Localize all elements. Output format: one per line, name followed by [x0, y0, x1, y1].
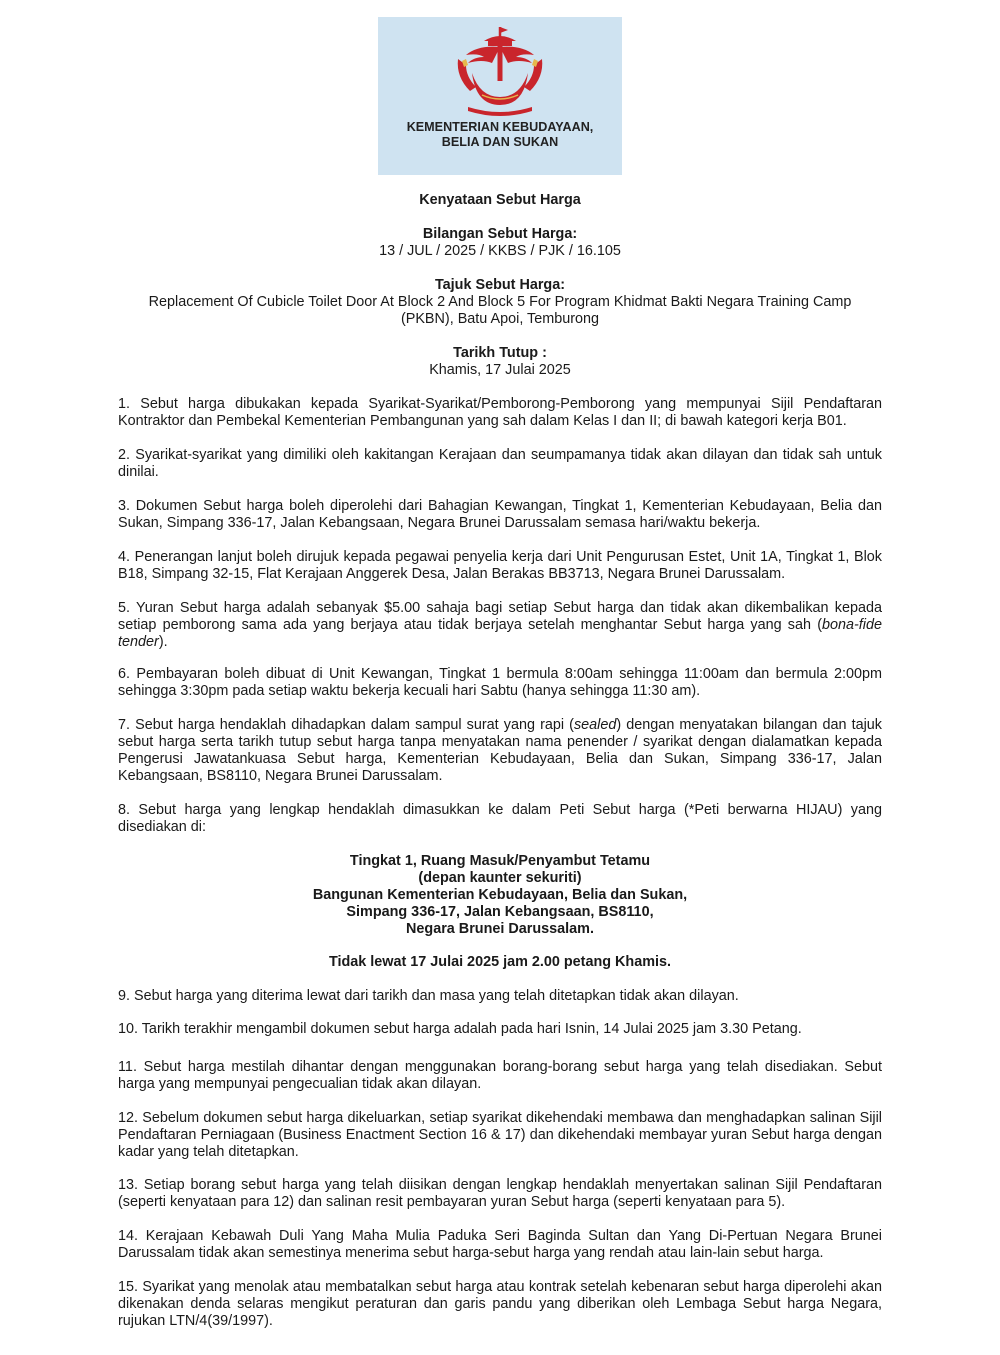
tajuk-value-line2: (PKBN), Batu Apoi, Temburong [400, 311, 600, 327]
paragraph-11: 11. Sebut harga mestilah dihantar dengan menggunakan borang-borang sebut harga yang telah disediakan. Sebut harga yang mempunyai pengecualian tidak akan dilayan. [118, 1059, 882, 1092]
tajuk-block [100, 277, 900, 328]
paragraph-10: 10. Tarikh terakhir mengambil dokumen sebut harga adalah pada hari Isnin, 14 Julai 2025 jam 3.30 Petang. [118, 1021, 802, 1037]
brunei-crest-icon [448, 25, 552, 117]
paragraph-8: 8. Sebut harga yang lengkap hendaklah dimasukkan ke dalam Peti Sebut harga (*Peti berwarna HIJAU) yang disediakan di: [118, 802, 882, 835]
paragraph-7-text-b: ) dengan menyatakan bilangan dan tajuk sebut harga serta tarikh tutup sebut harga tanpa menyatakan nama penender / syarikat dengan dialamatkan kepada Pengerusi Jawatankuasa Sebut harga, Kementerian Kebudayaan, Belia dan Sukan, Simpang 336-17, Jalan Kebangsaan, BS8110, Negara Brunei Darussalam. [118, 717, 882, 784]
paragraph-12: 12. Sebelum dokumen sebut harga dikeluarkan, setiap syarikat dikehendaki membawa dan menghadapkan salinan Sijil Pendaftaran Perniagaan (Business Enactment Section 16 & 17) dan dikehendaki membayar yuran Sebut harga dengan kadar yang telah ditetapkan. [118, 1110, 882, 1160]
paragraph-9: 9. Sebut harga yang diterima lewat dari tarikh dan masa yang telah ditetapkan tidak akan dilayan. [118, 988, 739, 1004]
notice-title-block [100, 192, 900, 209]
address-line5: Negara Brunei Darussalam. [406, 921, 594, 937]
paragraph-7 [118, 717, 882, 785]
tarikh-tutup-value: Khamis, 17 Julai 2025 [429, 362, 571, 378]
address-line3: Bangunan Kementerian Kebudayaan, Belia dan Sukan, [312, 887, 688, 903]
paragraph-7-italic: sealed [573, 717, 617, 733]
ministry-name-line2: BELIA DAN SUKAN [441, 135, 559, 149]
tajuk-value-line1: Replacement Of Cubicle Toilet Door At Block 2 And Block 5 For Program Khidmat Bakti Negara Training Camp [148, 294, 852, 310]
paragraph-1: 1. Sebut harga dibukakan kepada Syarikat-Syarikat/Pemborong-Pemborong yang mempunyai Sijil Pendaftaran Kontraktor dan Pembekal Kementerian Pembangunan yang sah dalam Kelas I dan II; di bawah kategori kerja B01. [118, 396, 882, 429]
paragraph-5-text-a: 5. Yuran Sebut harga adalah sebanyak $5.00 sahaja bagi setiap Sebut harga dan tidak akan dikembalikan kepada setiap pemborong sama ada yang berjaya atau tidak berjaya setelah menghantar Sebut harga yang sah ( [118, 600, 882, 633]
paragraph-7-text-a: 7. Sebut harga hendaklah dihadapkan dalam sampul surat yang rapi ( [118, 717, 574, 733]
bilangan-block [100, 226, 900, 260]
paragraph-13: 13. Setiap borang sebut harga yang telah diisikan dengan lengkap hendaklah menyertakan salinan Sijil Pendaftaran (seperti kenyataan para 12) dan salinan resit pembayaran yuran Sebut harga (seperti kenyataan para 5). [118, 1177, 882, 1210]
address-line2: (depan kaunter sekuriti) [418, 870, 582, 886]
paragraph-3: 3. Dokumen Sebut harga boleh diperolehi dari Bahagian Kewangan, Tingkat 1, Kementerian Kebudayaan, Belia dan Sukan, Simpang 336-17, Jalan Kebangsaan, Negara Brunei Darussalam semasa hari/waktu bekerja. [118, 498, 882, 531]
paragraph-15: 15. Syarikat yang menolak atau membatalkan sebut harga atau kontrak setelah kebenaran sebut harga diperolehi akan dikenakan denda selaras mengikut peraturan dan garis pandu yang diberikan oleh Lembaga Sebut harga Negara, rujukan LTN/4(39/1997). [118, 1279, 882, 1329]
address-line4: Simpang 336-17, Jalan Kebangsaan, BS8110, [346, 904, 654, 920]
address-line1: Tingkat 1, Ruang Masuk/Penyambut Tetamu [349, 853, 651, 869]
paragraph-5-italic: bona-fide tender [118, 617, 882, 650]
paragraph-2: 2. Syarikat-syarikat yang dimiliki oleh kakitangan Kerajaan dan seumpamanya tidak akan dilayan dan tidak sah untuk dinilai. [118, 447, 882, 480]
paragraph-4: 4. Penerangan lanjut boleh dirujuk kepada pegawai penyelia kerja dari Unit Pengurusan Estet, Unit 1A, Tingkat 1, Blok B18, Simpang 32-15, Flat Kerajaan Anggerek Desa, Jalan Berakas BB3713, Negara Brunei Darussalam. [118, 549, 882, 582]
ministry-logo [378, 17, 622, 175]
paragraph-5 [118, 600, 882, 651]
paragraph-5-text-b: ). [158, 634, 168, 650]
paragraph-6: 6. Pembayaran boleh dibuat di Unit Kewangan, Tingkat 1 bermula 8:00am sehingga 11:00am dan bermula 2:00pm sehingga 3:30pm pada setiap waktu bekerja kecuali hari Sabtu (hanya sehingga 11:30 am). [118, 666, 882, 699]
submission-address [100, 853, 900, 938]
tajuk-label: Tajuk Sebut Harga: [434, 277, 566, 293]
notice-title: Kenyataan Sebut Harga [419, 192, 581, 208]
ministry-name [378, 120, 622, 150]
tarikh-tutup-label: Tarikh Tutup : [453, 345, 547, 361]
tarikh-tutup-block [100, 345, 900, 379]
bilangan-value: 13 / JUL / 2025 / KKBS / PJK / 16.105 [379, 243, 621, 259]
submission-deadline: Tidak lewat 17 Julai 2025 jam 2.00 petang Khamis. [328, 954, 672, 970]
bilangan-label: Bilangan Sebut Harga: [422, 226, 578, 242]
ministry-name-line1: KEMENTERIAN KEBUDAYAAN, [406, 120, 594, 134]
paragraph-14: 14. Kerajaan Kebawah Duli Yang Maha Mulia Paduka Seri Baginda Sultan dan Yang Di-Pertuan Negara Brunei Darussalam tidak akan semestinya menerima sebut harga-sebut harga yang rendah atau lain-lain sebut harga. [118, 1228, 882, 1261]
